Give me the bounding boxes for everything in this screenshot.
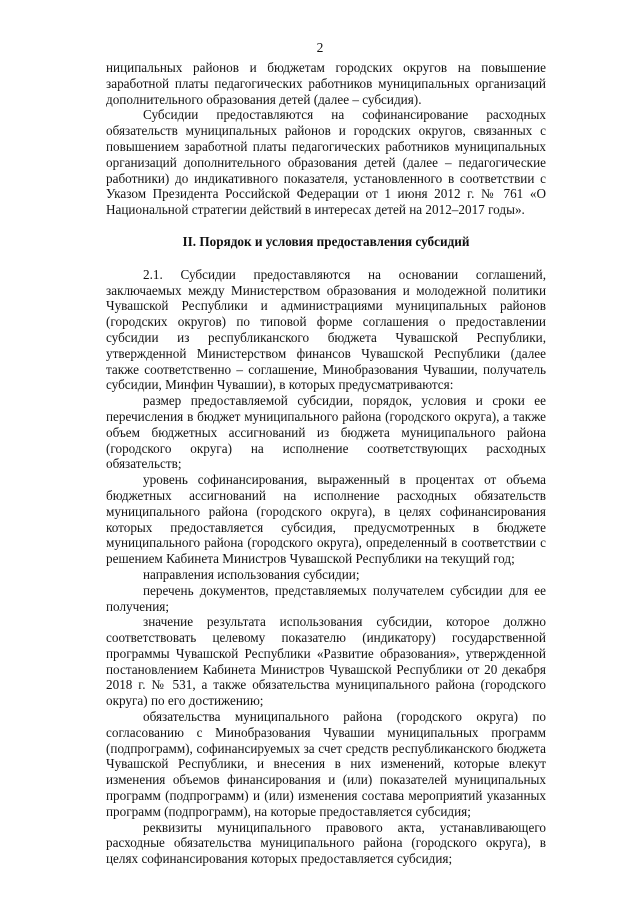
paragraph-2-1: 2.1. Субсидии предоставляются на основании соглашений, заключаемых между Министерством образования и молодежной политики Чувашской Республики и администрациями муниципальных районов (городских округов) по типовой форме соглашения о предоставлении субсидии из республиканского бюджета Чувашской Республики, утвержденной Министерством финансов Чувашской Республики (далее также соответственно – соглашение, Минобразования Чувашии, получатель субсидии, Минфин Чувашии), в которых предусматриваются: <box>106 266 546 393</box>
paragraph-cofinancing-level: уровень софинансирования, выраженный в процентах от объема бюджетных ассигнований на исполнение расходных обязательств муниципального района (городского округа), в целях софинансирования которых предоставляется субсидия, предусмотренных в бюджете муниципального района (городского округа), определенный в соответствии с решением Кабинета Министров Чувашской Республики на текущий год; <box>106 472 546 567</box>
page-number: 2 <box>316 40 324 55</box>
paragraph-continuation: ниципальных районов и бюджетам городских округов на повышение заработной платы педагогических работников муниципальных организаций дополнительного образования детей (далее – субсидия). <box>106 60 546 107</box>
paragraph-subsidy-size: размер предоставляемой субсидии, порядок, условия и сроки ее перечисления в бюджет муниципального района (городского округа), а также объем бюджетных ассигнований из бюджета муниципального района (городского округа) на исполнение соответствующих расходных обязательств; <box>106 393 546 472</box>
paragraph-result-value: значение результата использования субсидии, которое должно соответствовать целевому показателю (индикатору) государственной программы Чувашской Республики «Развитие образования», утвержденной постановлением Кабинета Министров Чувашской Республики от 20 декабря 2018 г. № 531, а также обязательства муниципального района (городского округа) по его достижению; <box>106 614 546 709</box>
document-body <box>106 60 546 867</box>
paragraph-subsidies-purpose: Субсидии предоставляются на софинансирование расходных обязательств муниципальных районов и городских округов, связанных с повышением заработной платы педагогических работников муниципальных организаций дополнительного образования детей (далее – педагогические работники) до индикативного показателя, установленного в соответствии с Указом Президента Российской Федерации от 1 июня 2012 г. № 761 «О Национальной стратегии действий в интересах детей на 2012–2017 годы». <box>106 107 546 218</box>
paragraph-legal-act-details: реквизиты муниципального правового акта, устанавливающего расходные обязательства муниципального района (городского округа), в целях софинансирования которых предоставляется субсидия; <box>106 819 546 867</box>
paragraph-program-obligations: обязательства муниципального района (городского округа) по согласованию с Минобразования Чувашии муниципальных программ (подпрограмм), софинансируемых за счет средств республиканского бюджета Чувашской Республики, и внесения в них изменений, которые влекут изменения объемов финансирования и (или) показателей муниципальных программ (подпрограмм) и (или) изменения состава мероприятий указанных программ (подпрограмм), на которые предоставляется субсидия; <box>106 709 546 819</box>
paragraph-usage-directions: направления использования субсидии; <box>143 566 360 582</box>
paragraph-documents-list: перечень документов, представляемых получателем субсидии для ее получения; <box>106 582 546 614</box>
section-heading: II. Порядок и условия предоставления субсидий <box>182 233 470 249</box>
